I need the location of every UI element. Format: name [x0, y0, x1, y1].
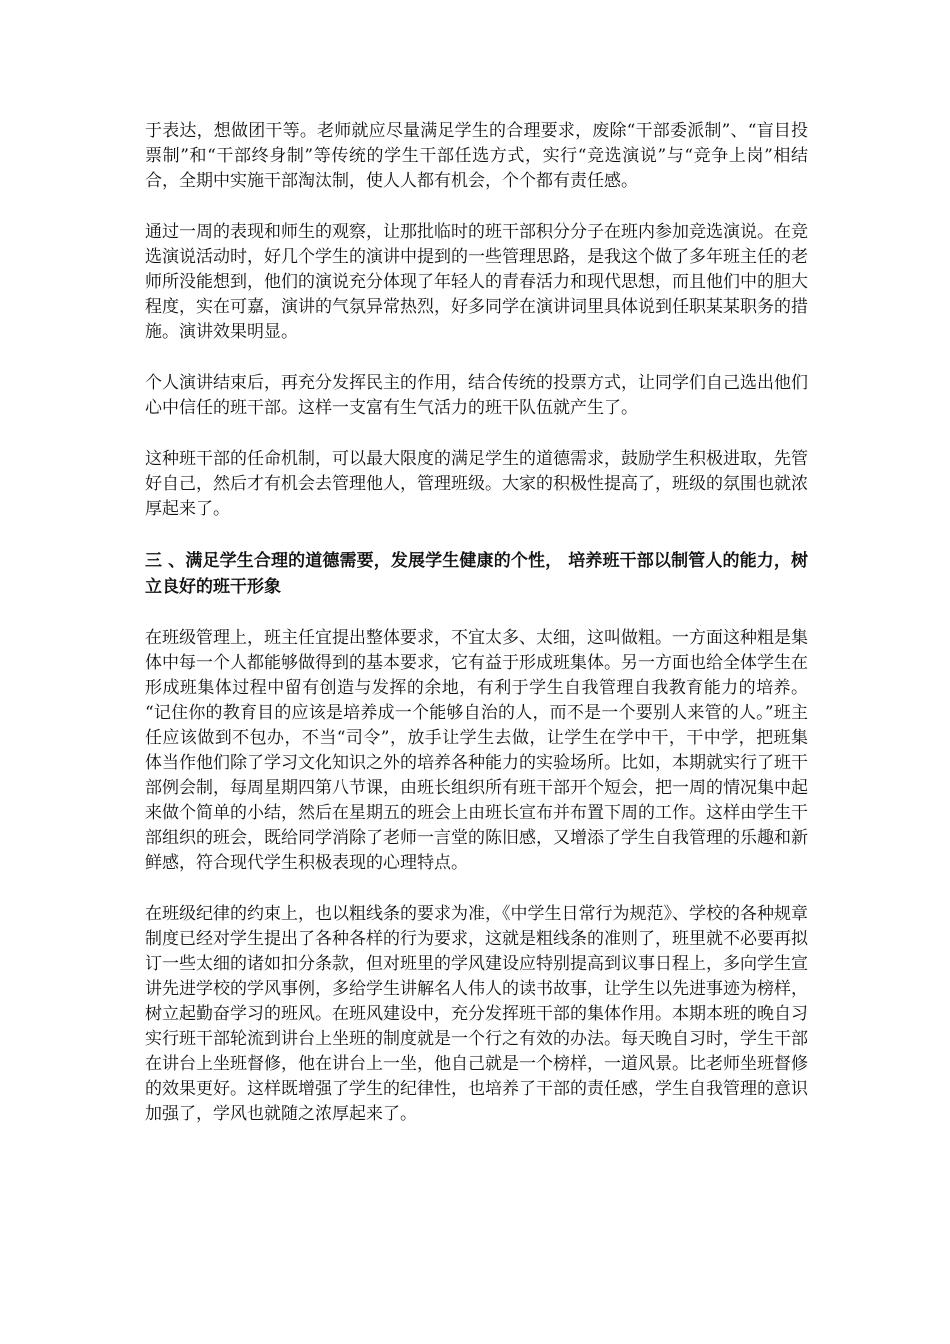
paragraph-2: 通过一周的表现和师生的观察，让那批临时的班干部积分分子在班内参加竞选演说。在竞选演说活动时，好几个学生的演讲中提到的一些管理思路，是我这个做了多年班主任的老师所没能想到，他们的演说充分体现了年轻人的青春活力和现代思想，而且他们中的胆大程度，实在可嘉，演讲的气氛异常热烈，好多同学在演讲词里具体说到任职某某职务的措施。演讲效果明显。 [145, 222, 808, 342]
paragraph-3: 个人演讲结束后，再充分发挥民主的作用，结合传统的投票方式，让同学们自己选出他们心中信任的班干部。这样一支富有生气活力的班干队伍就产生了。 [145, 373, 808, 418]
paragraph-1: 于表达，想做团干等。老师就应尽量满足学生的合理要求，废除“干部委派制”、“盲目投票制”和“干部终身制”等传统的学生干部任选方式，实行“竞选演说”与“竞争上岗”相结合，全期中实施干部淘汰制，使人人都有机会，个个都有责任感。 [145, 121, 808, 191]
paragraph-6: 在班级纪律的约束上，也以粗线条的要求为准，《中学生日常行为规范》、学校的各种规章制度已经对学生提出了各种各样的行为要求，这就是粗线条的准则了，班里就不必要再拟订一些太细的诸如扣分条款，但对班里的学风建设应特别提高到议事日程上，多向学生宣讲先进学校的学风事例，多给学生讲解名人伟人的读书故事，让学生以先进事迹为榜样，树立起勤奋学习的班风。在班风建设中，充分发挥班干部的集体作用。本期本班的晚自习实行班干部轮流到讲台上坐班的制度就是一个行之有效的办法。每天晚自习时，学生干部在讲台上坐班督修，他在讲台上一坐，他自己就是一个榜样，一道风景。比老师坐班督修的效果更好。这样既增强了学生的纪律性，也培养了干部的责任感，学生自我管理的意识加强了，学风也就随之浓厚起来了。 [145, 904, 808, 1124]
section-heading: 三 、满足学生合理的道德需要，发展学生健康的个性， 培养班干部以制管人的能力，树立良好的班干形象 [145, 551, 808, 597]
document-page [145, 119, 808, 1153]
paragraph-5: 在班级管理上，班主任宜提出整体要求，不宜太多、太细，这叫做粗。一方面这种粗是集体中每一个人都能够做得到的基本要求，它有益于形成班集体。另一方面也给全体学生在形成班集体过程中留有创造与发挥的余地，有利于学生自我管理自我教育能力的培养。 “记住你的教育目的应该是培养成一个能够自治的人，而不是一个要别人来管的人。”班主任应该做到不包办，不当“司令”，放手让学生去做，让学生在学中干，干中学，把班集体当作他们除了学习文化知识之外的培养各种能力的实验场所。比如，本期就实行了班干部例会制，每周星期四第八节课，由班长组织所有班干部开个短会，把一周的情况集中起来做个简单的小结，然后在星期五的班会上由班长宣布并布置下周的工作。这样由学生干部组织的班会，既给同学消除了老师一言堂的陈旧感，又增添了学生自我管理的乐趣和新鲜感，符合现代学生积极表现的心理特点。 [145, 628, 808, 873]
paragraph-4: 这种班干部的任命机制，可以最大限度的满足学生的道德需求，鼓励学生积极进取，先管好自己，然后才有机会去管理他人，管理班级。大家的积极性提高了，班级的氛围也就浓厚起来了。 [145, 449, 808, 519]
